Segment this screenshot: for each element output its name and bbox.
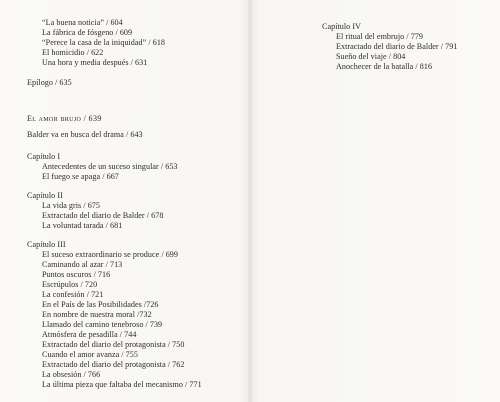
toc-part-title: El amor brujo / 639 [27, 114, 102, 123]
toc-chapter-heading: Capítulo II [27, 191, 63, 200]
toc-entry: Epílogo / 635 [27, 78, 72, 87]
toc-entry: Sueño del viaje / 804 [336, 52, 406, 61]
toc-chapter-heading: Capítulo IV [322, 22, 361, 31]
toc-entry: El ritual del embrujo / 779 [336, 32, 423, 41]
toc-entry: Cuando el amor avanza / 755 [42, 350, 138, 359]
toc-entry: La fábrica de fósgeno / 609 [42, 28, 133, 37]
toc-entry: Balder va en busca del drama / 643 [27, 130, 143, 139]
toc-entry: Antecedentes de un suceso singular / 653 [42, 162, 178, 171]
toc-entry: Extractado del diario del protagonista / 750 [42, 340, 185, 349]
toc-entry: En nombre de nuestra moral /732 [42, 310, 152, 319]
toc-entry: Puntos oscuros / 716 [42, 270, 111, 279]
toc-entry: “La buena noticia” / 604 [42, 18, 123, 27]
toc-entry: La última pieza que faltaba del mecanismo / 771 [42, 380, 202, 389]
toc-entry: Extractado del diario de Balder / 678 [42, 211, 164, 220]
toc-entry: El suceso extraordinario se produce / 699 [42, 250, 179, 259]
toc-entry: “Perece la casa de la iniquidad” / 618 [42, 38, 166, 47]
right-page [250, 0, 500, 402]
toc-entry: En el País de las Posibilidades /726 [42, 300, 159, 309]
toc-entry: Extractado del diario del protagonista / 762 [42, 360, 185, 369]
toc-entry: El homicidio / 622 [42, 48, 104, 57]
toc-chapter-heading: Capítulo III [27, 240, 66, 249]
toc-entry: Llamado del camino tenebroso / 739 [42, 320, 163, 329]
toc-entry: Extractado del diario de Balder / 791 [336, 42, 458, 51]
toc-entry: El fuego se apaga / 667 [42, 172, 119, 181]
toc-entry: La voluntad tarada / 681 [42, 221, 123, 230]
toc-entry: Caminando al azar / 713 [42, 260, 123, 269]
toc-entry: Una hora y media después / 631 [42, 58, 148, 67]
toc-entry: La vida gris / 675 [42, 201, 100, 210]
toc-entry: La confesión / 721 [42, 290, 104, 299]
toc-entry: Escrúpulos / 720 [42, 280, 98, 289]
toc-entry: La obsesión / 766 [42, 370, 101, 379]
toc-entry: Anochecer de la batalla / 816 [336, 62, 433, 71]
toc-chapter-heading: Capítulo I [27, 152, 61, 161]
toc-entry: Atmósfera de pesadilla / 744 [42, 330, 137, 339]
